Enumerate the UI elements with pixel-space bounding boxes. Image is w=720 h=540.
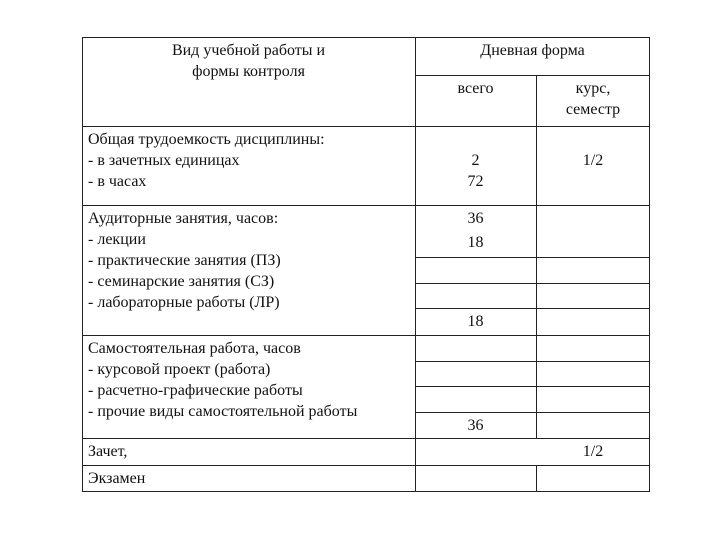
row-item: - семинарские занятия (СЗ) <box>88 273 275 290</box>
table-rule <box>415 75 650 76</box>
labor-hours-value: 72 <box>467 173 484 190</box>
table-rule <box>82 335 650 336</box>
table-rule <box>415 412 650 413</box>
header-total: всего <box>457 80 494 97</box>
table-rule <box>415 308 650 309</box>
row-item: - в зачетных единицах <box>88 152 240 169</box>
row-title: Общая трудоемкость дисциплины: <box>88 131 325 148</box>
table-rule <box>82 438 650 439</box>
table-rule <box>415 257 650 258</box>
labor-credits-value: 2 <box>471 152 480 169</box>
row-item: - в часах <box>88 173 147 190</box>
header-work-type: Вид учебной работы и формы контроля <box>171 42 326 80</box>
table-rule <box>415 386 650 387</box>
row-total-labor-label <box>88 129 325 192</box>
header-day-form: Дневная форма <box>480 42 585 59</box>
independent-other-hours-value: 36 <box>467 417 484 434</box>
table-rule <box>415 361 650 362</box>
table-border-left <box>82 37 83 492</box>
header-course-semester: курс, семестр <box>565 80 621 118</box>
row-item: - курсовой проект (работа) <box>88 361 271 378</box>
credit-course-value: 1/2 <box>582 443 604 460</box>
row-item: - лекции <box>88 231 146 248</box>
table-rule <box>82 465 650 466</box>
row-item: - практические занятия (ПЗ) <box>88 252 281 269</box>
row-title: Самостоятельная работа, часов <box>88 340 301 357</box>
table-rule <box>536 75 537 438</box>
table-border-top <box>82 37 650 38</box>
row-item: - прочие виды самостоятельной работы <box>88 403 358 420</box>
row-item: - лабораторные работы (ЛР) <box>88 294 280 311</box>
classroom-hours-value: 36 <box>467 210 484 227</box>
row-item: - расчетно-графические работы <box>88 382 303 399</box>
row-credit-label: Зачет, <box>88 443 128 460</box>
row-independent-label <box>88 338 357 422</box>
row-exam-label: Экзамен <box>88 470 146 487</box>
table-border-bottom <box>82 491 650 492</box>
row-title: Аудиторные занятия, часов: <box>88 210 279 227</box>
labor-course-value: 1/2 <box>582 152 604 169</box>
table-rule <box>82 205 650 206</box>
row-classroom-label <box>88 208 281 313</box>
labs-hours-value: 18 <box>467 313 484 330</box>
lectures-hours-value: 18 <box>467 234 484 251</box>
table-rule <box>82 126 650 127</box>
table-rule <box>536 465 537 492</box>
table-rule <box>415 283 650 284</box>
